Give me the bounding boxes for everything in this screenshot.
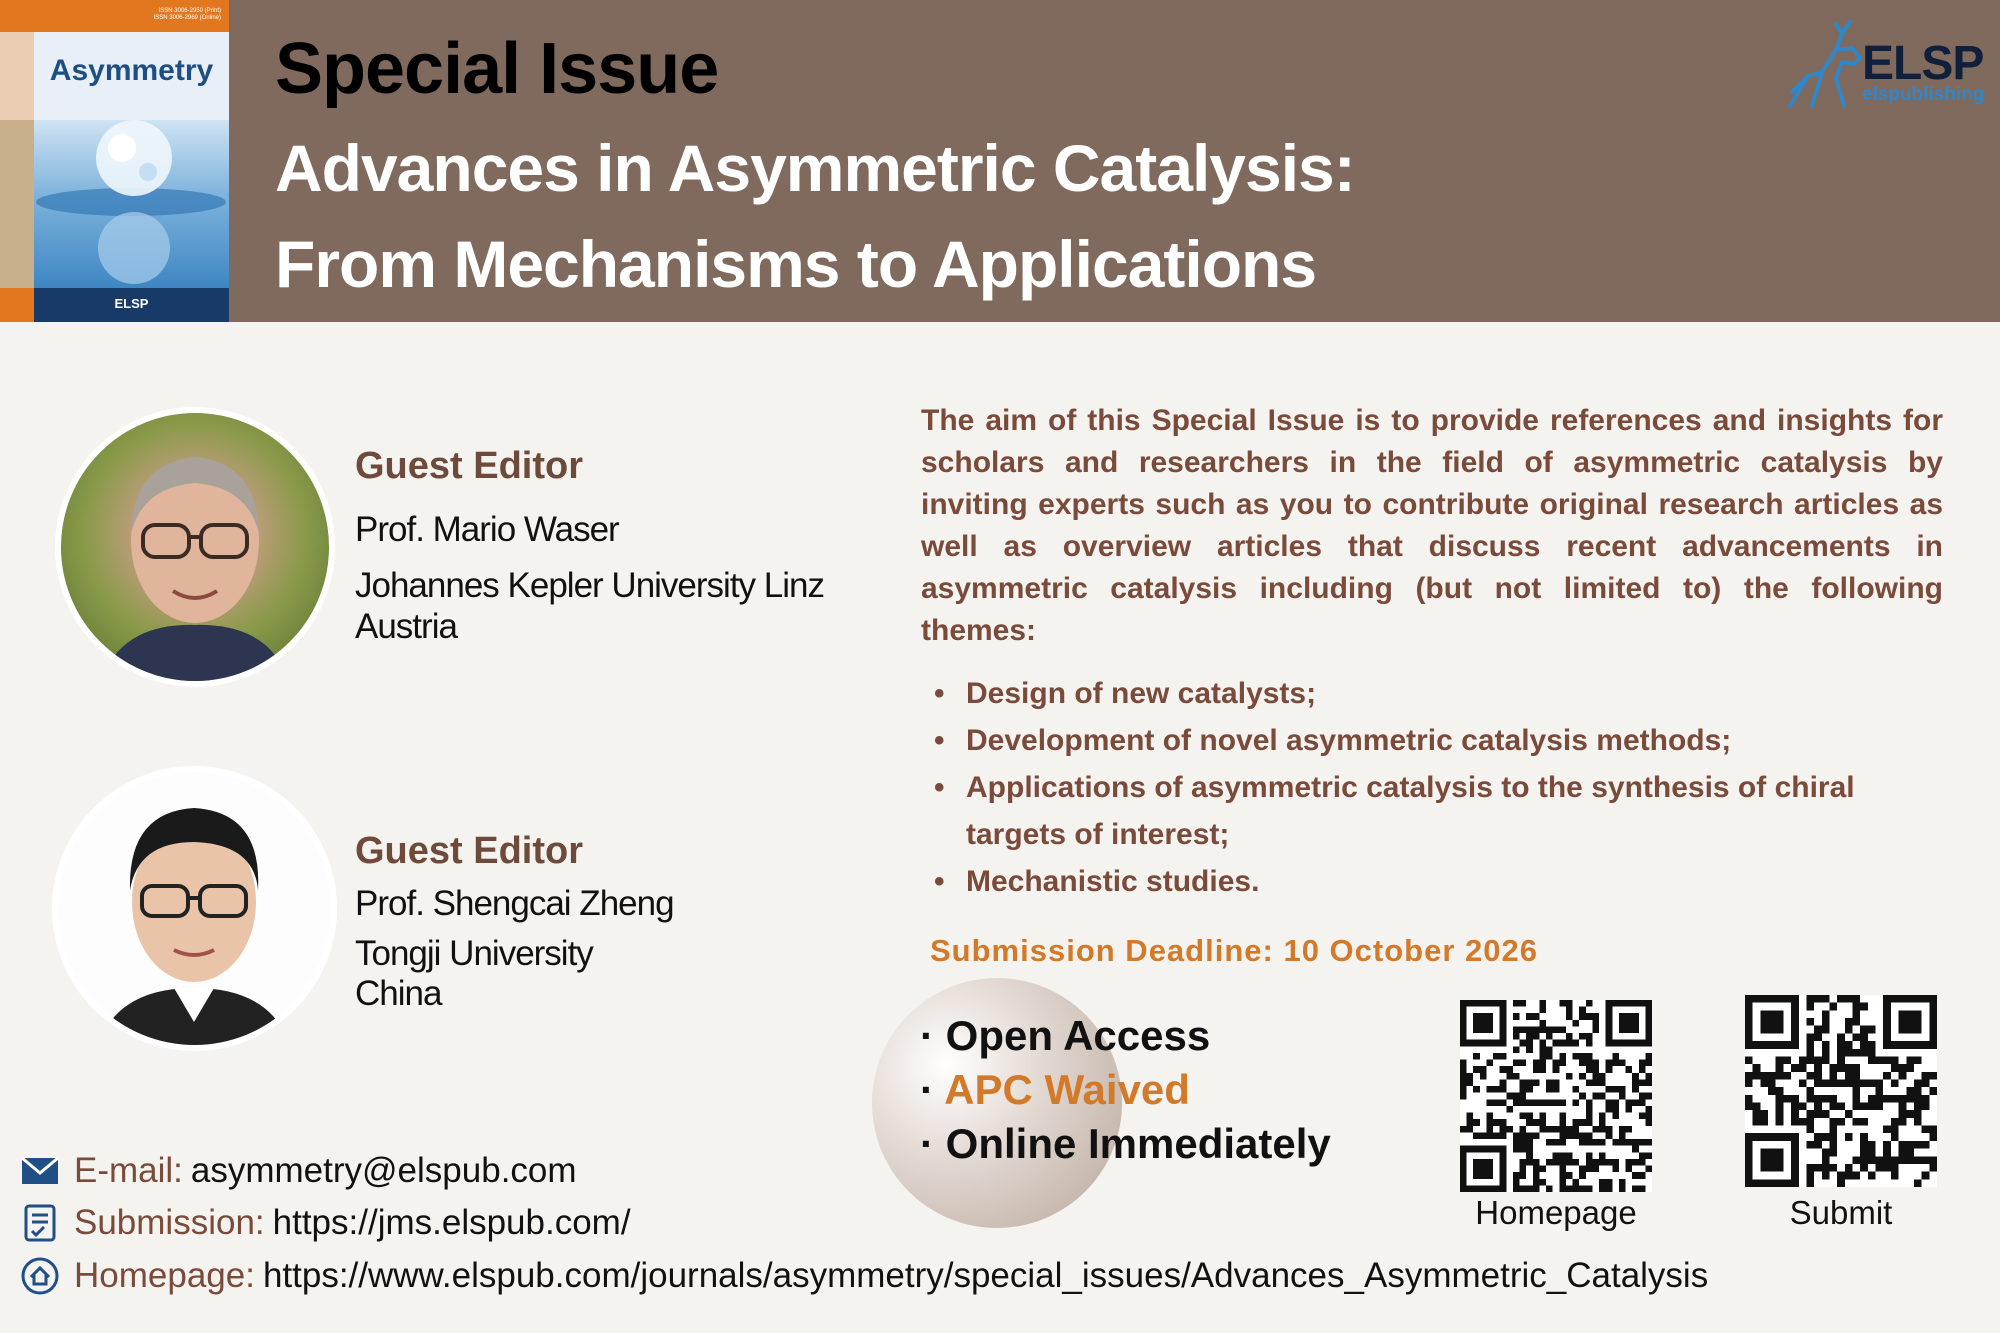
homepage-qr-label: Homepage — [1475, 1194, 1637, 1231]
cover-logo: ELSP — [114, 296, 149, 311]
homepage-label: Homepage: — [74, 1256, 255, 1295]
theme-text: Mechanistic studies. — [966, 865, 1260, 898]
editor-2-country: China — [355, 974, 442, 1013]
theme-item: • Design of new catalysts; — [934, 677, 1317, 710]
homepage-link[interactable]: https://www.elspub.com/journals/asymmetry/special_issues/Advances_Asymmetric_Catalysis — [262, 1256, 1709, 1295]
journal-cover — [34, 0, 229, 322]
theme-item: • Development of novel asymmetric catalysis methods; — [934, 724, 1732, 757]
editor-1-name: Prof. Mario Waser — [355, 510, 619, 549]
benefit-apc-waived: · APC Waived — [920, 1066, 1190, 1113]
benefit-online-immediately: · Online Immediately — [920, 1120, 1331, 1167]
editor-2-role: Guest Editor — [355, 830, 584, 872]
editor-2-photo — [52, 766, 337, 1051]
document-icon — [20, 1203, 60, 1243]
theme-item: • Applications of asymmetric catalysis to the synthesis of chiral targets of interest; — [934, 771, 1855, 851]
aim-paragraph: The aim of this Special Issue is to provide references and insights for scholars and researchers in the field of asymmetric catalysis by inviting experts such as you to contribute original research articles as well as overview articles that discuss recent advancements in asymmetric catalysis including (but not limited to) the following themes: — [921, 404, 1943, 647]
submit-qr-label: Submit — [1789, 1194, 1893, 1231]
editor-2-name: Prof. Shengcai Zheng — [355, 884, 674, 923]
issue-title-line2: From Mechanisms to Applications — [275, 227, 1317, 301]
header-banner — [0, 0, 2000, 322]
color-strip — [0, 0, 34, 322]
home-icon — [20, 1256, 60, 1296]
envelope-icon — [20, 1151, 60, 1191]
submission-link[interactable]: https://jms.elspub.com/ — [272, 1203, 631, 1242]
publisher-name: ELSP — [1862, 37, 1984, 90]
editor-2-affiliation: Tongji University — [355, 934, 593, 973]
cover-issn-online: ISSN 3006-2969 (Online) — [153, 15, 221, 21]
publisher-subname: elspublishing — [1862, 84, 1985, 105]
theme-item: • Mechanistic studies. — [934, 865, 1260, 898]
email-label: E-mail: — [74, 1151, 183, 1190]
theme-text: Design of new catalysts; — [966, 677, 1317, 710]
submission-deadline: Submission Deadline: 10 October 2026 — [930, 933, 1538, 968]
editor-1-country: Austria — [355, 607, 457, 646]
contact-homepage — [20, 1253, 1708, 1299]
editor-1-affiliation: Johannes Kepler University Linz — [355, 566, 824, 605]
editor-1-photo — [55, 407, 335, 687]
issue-title-line1: Advances in Asymmetric Catalysis: — [275, 131, 1355, 205]
editor-1-role: Guest Editor — [355, 445, 584, 487]
contact-submission — [20, 1200, 631, 1246]
submit-qr-code[interactable] — [1745, 995, 1937, 1187]
themes-list — [934, 670, 1946, 905]
theme-text: Development of novel asymmetric catalysis methods; — [966, 724, 1732, 757]
homepage-qr-code[interactable] — [1460, 1000, 1652, 1192]
cover-issn-print: ISSN 3006-2950 (Print) — [158, 8, 221, 14]
submission-label: Submission: — [74, 1203, 265, 1242]
contact-email — [20, 1148, 577, 1194]
special-issue-label: Special Issue — [275, 29, 719, 109]
theme-text: Applications of asymmetric catalysis to the synthesis of chiral targets of interest; — [966, 771, 1855, 851]
cover-sphere-image — [34, 120, 229, 288]
cover-title: Asymmetry — [49, 54, 214, 87]
email-value[interactable]: asymmetry@elspub.com — [190, 1151, 577, 1190]
benefit-open-access: · Open Access — [920, 1012, 1211, 1059]
